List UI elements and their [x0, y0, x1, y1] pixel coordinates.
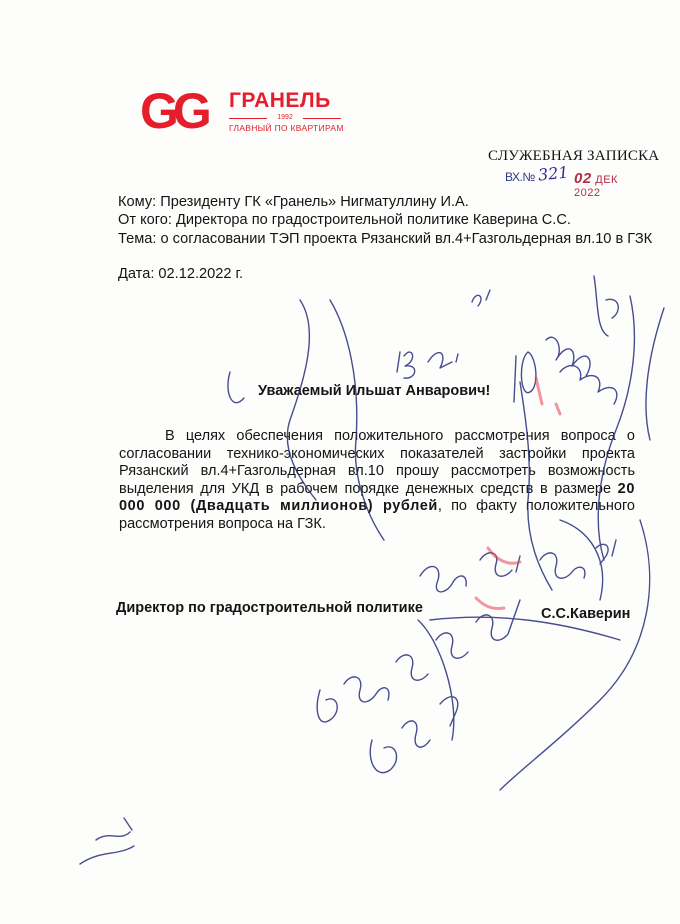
recipient-line: Кому: Президенту ГК «Гранель» Нигматуллину И.А.	[118, 194, 469, 210]
handwriting-stroke	[596, 540, 616, 564]
red-mark	[556, 404, 560, 414]
handwriting-stroke	[428, 353, 458, 368]
stamp-prefix: ВХ.№	[505, 170, 535, 184]
handwriting-stroke	[228, 372, 244, 403]
handwriting-stroke	[344, 677, 389, 702]
logo-year: 1992	[229, 114, 341, 122]
handwriting-stroke	[420, 566, 466, 591]
handwriting-stroke	[80, 818, 134, 864]
incoming-stamp	[505, 162, 645, 199]
red-mark	[476, 598, 504, 609]
stamp-date-day: 02	[574, 170, 592, 187]
greeting: Уважаемый Ильшат Анварович!	[258, 383, 491, 399]
handwriting-stroke	[402, 721, 430, 747]
handwriting-stroke	[436, 633, 468, 658]
red-mark	[488, 548, 520, 563]
logo-slogan: ГЛАВНЫЙ ПО КВАРТИРАМ	[229, 123, 344, 133]
sender-line: От кого: Директора по градостроительной политике Каверина С.С.	[118, 212, 571, 228]
handwriting-stroke	[480, 553, 520, 576]
handwriting-stroke	[560, 366, 617, 404]
date-line: Дата: 02.12.2022 г.	[118, 266, 244, 282]
handwriting-stroke	[396, 655, 428, 680]
signatory-position: Директор по градостроительной политике	[116, 600, 423, 616]
handwriting-stroke	[540, 553, 585, 578]
handwriting-stroke	[546, 337, 590, 376]
logo-mark: GG	[140, 83, 206, 139]
handwriting-stroke	[370, 740, 396, 773]
handwriting-stroke	[476, 600, 520, 640]
handwriting-stroke	[500, 520, 650, 790]
red-mark	[536, 378, 542, 404]
handwriting-stroke	[472, 290, 490, 306]
handwriting-stroke	[514, 352, 536, 402]
subject-line: Тема: о согласовании ТЭП проекта Рязанский вл.4+Газгольдерная вл.10 в ГЗК	[118, 231, 653, 247]
handwriting-stroke	[317, 690, 337, 722]
logo-name: ГРАНЕЛЬ	[229, 89, 331, 112]
signatory-name: С.С.Каверин	[541, 606, 631, 622]
stamp-date-rest: ДЕК 2022	[574, 174, 618, 199]
handwriting-stroke	[594, 276, 618, 336]
amount: 20 000 000 (Двадцать миллионов) рублей	[119, 480, 635, 514]
document-type: СЛУЖЕБНАЯ ЗАПИСКА	[488, 148, 660, 164]
handwriting-stroke	[397, 352, 415, 378]
stamp-date	[574, 170, 645, 199]
body-text-start: В целях обеспечения положительного рассмотрения вопроса о согласовании технико-экономических показателей застройки проекта Рязанский вл.4+Газгольдерная вл.10 прошу рассмотреть возможность выделения для УКД в рабочем порядке денежных средств в размере	[119, 428, 635, 497]
granel-logo	[140, 83, 350, 142]
handwriting-stroke	[418, 620, 454, 740]
handwriting-stroke	[646, 308, 664, 440]
body-text-end: , по факту положительного рассмотрения вопроса на ГЗК.	[119, 498, 635, 532]
body-paragraph	[119, 428, 635, 533]
handwriting-stroke	[440, 697, 458, 726]
stamp-number: 321	[537, 162, 570, 185]
